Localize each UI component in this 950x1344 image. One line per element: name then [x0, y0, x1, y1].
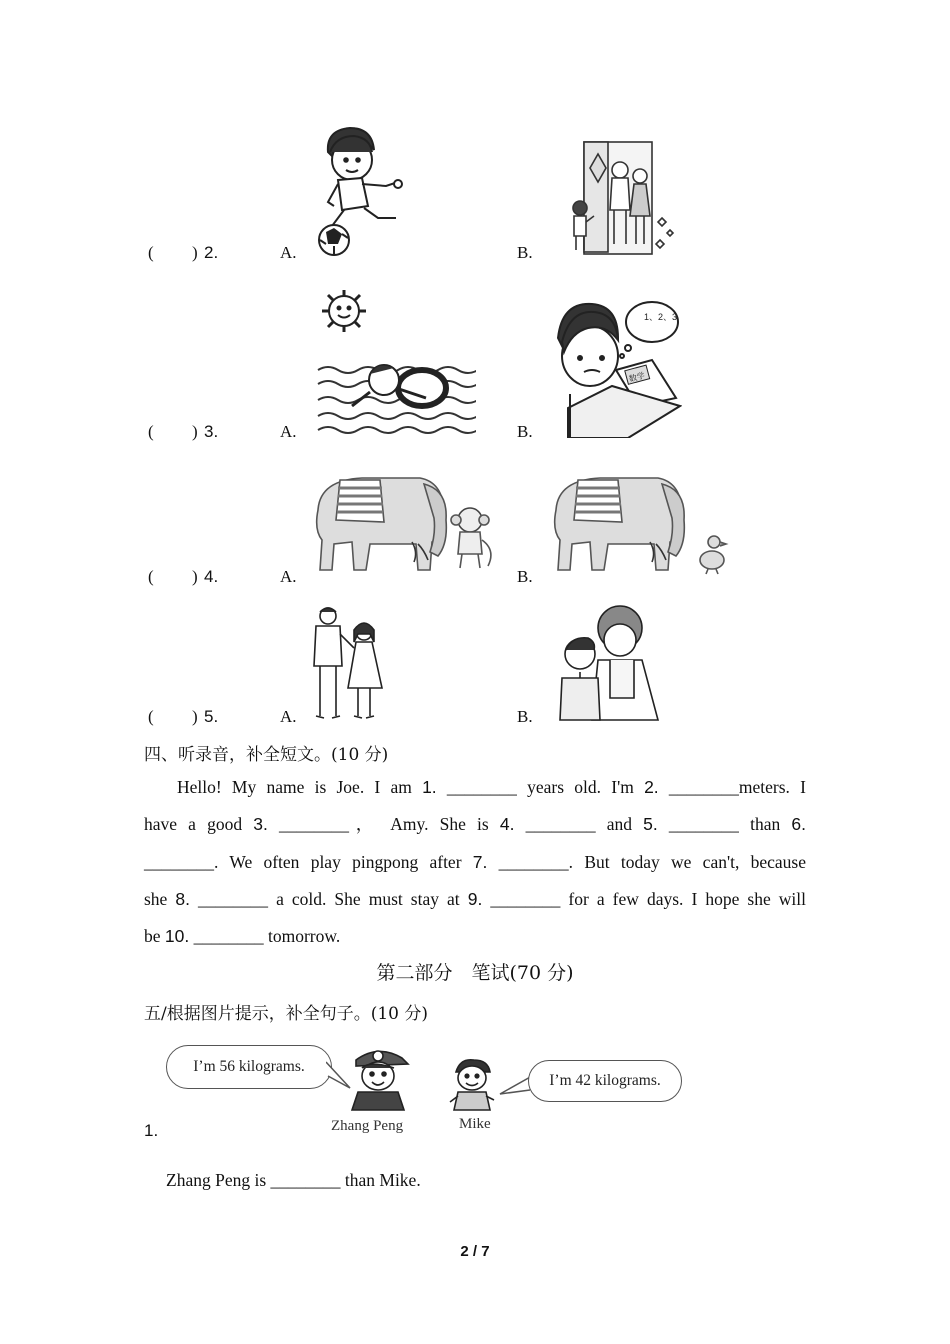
bubble-tail-icon	[498, 1074, 532, 1098]
passage-text: ________ and	[514, 814, 644, 835]
question-number: 1.	[144, 1121, 159, 1140]
passage-text: have a good	[144, 814, 254, 835]
option-a-label: A.	[280, 567, 297, 586]
blank-number: 6.	[791, 814, 806, 835]
question-number: 2.	[204, 243, 219, 262]
passage-text: she	[144, 888, 176, 909]
listening-passage	[144, 769, 806, 955]
passage-text: ________， Amy. She is	[267, 814, 500, 835]
option-b-label: B.	[517, 567, 533, 586]
blank-number: 10.	[164, 926, 190, 947]
passage-text: ________ than	[657, 814, 792, 835]
option-b-label: B.	[517, 422, 533, 441]
blank-number: 8.	[175, 888, 190, 909]
blank-number: 7.	[472, 851, 488, 872]
answer-paren-open: (	[148, 243, 154, 262]
question-number: 3.	[204, 422, 219, 441]
speech-bubble-right: I’m 42 kilograms.	[528, 1060, 682, 1102]
passage-text: ________meters. I	[658, 777, 806, 797]
blank-number: 3.	[253, 814, 268, 835]
passage-text: ________. But today we can't, because	[487, 851, 806, 872]
passage-text: ________ years old. I'm	[436, 777, 645, 797]
passage-text: be	[144, 926, 165, 947]
option-b-label: B.	[517, 243, 533, 262]
elephant-and-monkey-icon	[310, 470, 496, 578]
answer-paren-close: )	[192, 567, 198, 586]
boy-thinking-over-math-book-icon	[548, 298, 682, 438]
option-a-label: A.	[280, 707, 297, 726]
passage-text: ________ a cold. She must stay at	[189, 888, 468, 909]
fill-in-sentence: Zhang Peng is ________ than Mike.	[166, 1170, 421, 1190]
man-and-girl-icon	[310, 604, 390, 724]
section-4-heading: 四、听录音，补全短文。(10 分)	[144, 745, 389, 765]
section-5-heading: 五/根据图片提示，补全句子。(10 分)	[144, 1004, 429, 1024]
thought-bubble-text: 1、2、3	[644, 312, 678, 322]
passage-text: ________ tomorrow.	[189, 926, 341, 947]
boy-swimming-with-sun-icon	[314, 288, 476, 438]
option-b-label: B.	[517, 707, 533, 726]
question-number: 4.	[204, 567, 219, 586]
option-a-label: A.	[280, 243, 297, 262]
caption-mike: Mike	[459, 1116, 491, 1132]
answer-paren-open: (	[148, 707, 154, 726]
answer-paren-close: )	[192, 707, 198, 726]
mike-icon	[446, 1056, 498, 1112]
option-a-label: A.	[280, 422, 297, 441]
blank-number: 1.	[422, 777, 437, 797]
passage-text: ________. We often play pingpong after	[144, 851, 473, 872]
blank-number: 9.	[467, 888, 483, 909]
answer-paren-open: (	[148, 567, 154, 586]
passage-line	[144, 844, 806, 881]
passage-line	[144, 806, 806, 843]
passage-line	[144, 769, 806, 806]
elephant-and-duck-icon	[548, 470, 734, 578]
answer-paren-open: (	[148, 422, 154, 441]
blank-number: 5.	[643, 814, 658, 835]
answer-paren-close: )	[192, 243, 198, 262]
passage-line	[144, 881, 806, 918]
book-title-text: 数学	[628, 370, 646, 384]
boy-kicking-football-icon	[306, 122, 404, 258]
child-greeting-family-at-door-icon	[570, 140, 682, 258]
passage-text: Hello! My name is Joe. I am	[177, 777, 423, 797]
passage-line	[144, 918, 806, 955]
blank-number: 4.	[499, 814, 515, 835]
question-number: 5.	[204, 707, 219, 726]
boy-and-woman-icon	[558, 602, 666, 724]
caption-zhang-peng: Zhang Peng	[331, 1118, 404, 1134]
answer-paren-close: )	[192, 422, 198, 441]
part-2-title: 第二部分 笔试(70 分)	[376, 962, 574, 984]
blank-number: 2.	[644, 777, 659, 797]
speech-bubble-left: I’m 56 kilograms.	[166, 1045, 332, 1089]
passage-text: ________ for a few days. I hope she will	[482, 888, 806, 909]
page-number: 2 / 7	[460, 1243, 490, 1260]
zhang-peng-icon	[348, 1044, 410, 1112]
